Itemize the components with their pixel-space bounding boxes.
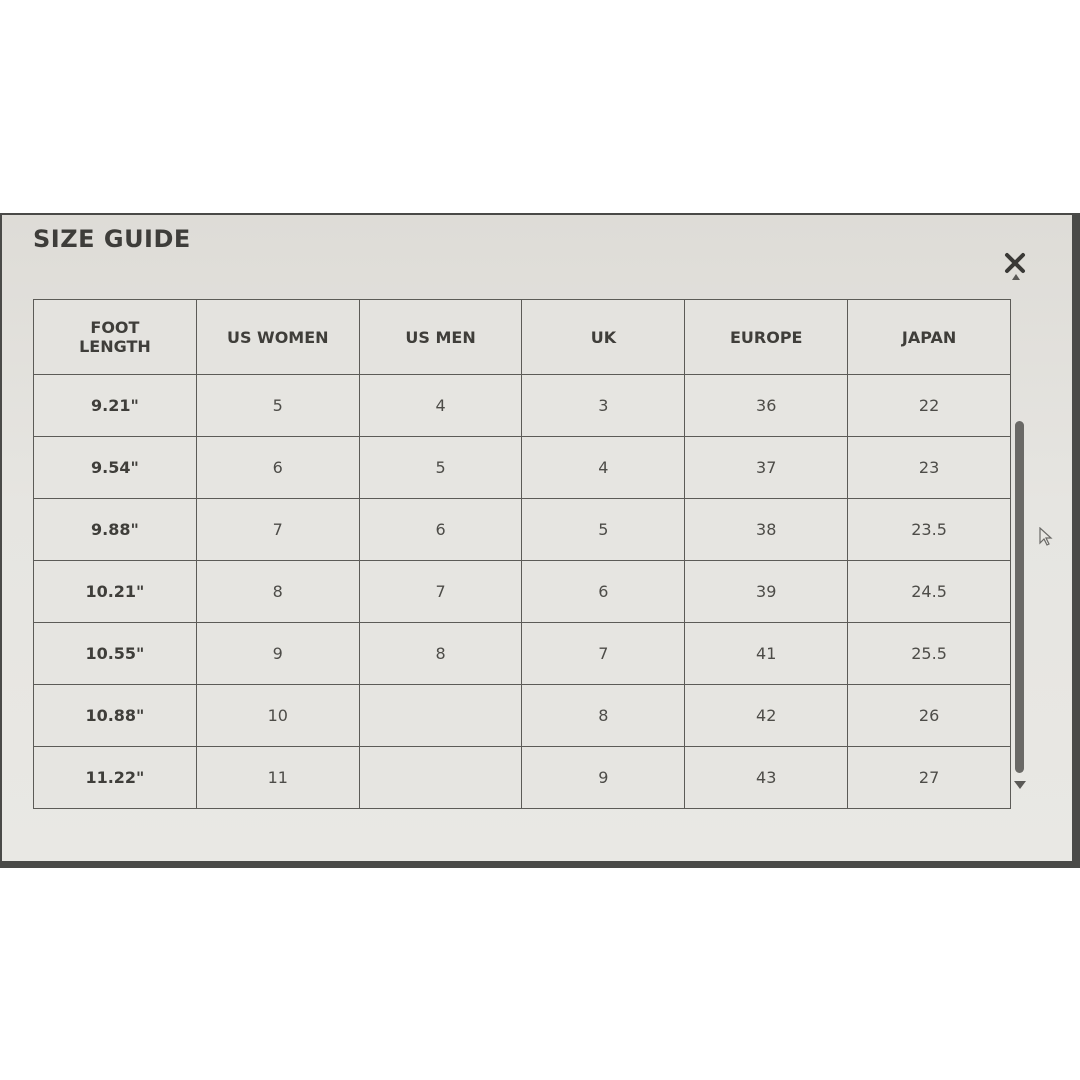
header-japan: JAPAN <box>848 300 1011 375</box>
cell-us-women: 7 <box>196 499 359 561</box>
cell-foot-length: 9.21" <box>34 375 197 437</box>
modal-title: SIZE GUIDE <box>33 225 191 253</box>
cell-foot-length: 11.22" <box>34 747 197 809</box>
cell-uk: 6 <box>522 561 685 623</box>
cell-japan: 22 <box>848 375 1011 437</box>
header-europe: EUROPE <box>685 300 848 375</box>
cell-europe: 39 <box>685 561 848 623</box>
cell-uk: 7 <box>522 623 685 685</box>
cell-foot-length: 10.21" <box>34 561 197 623</box>
cell-foot-length: 10.55" <box>34 623 197 685</box>
cell-europe: 37 <box>685 437 848 499</box>
header-uk: UK <box>522 300 685 375</box>
cell-us-women: 9 <box>196 623 359 685</box>
table-row <box>34 747 1011 809</box>
cell-us-women: 8 <box>196 561 359 623</box>
cell-japan: 23.5 <box>848 499 1011 561</box>
size-table <box>33 299 1011 809</box>
cell-japan: 24.5 <box>848 561 1011 623</box>
cell-us-women: 5 <box>196 375 359 437</box>
scrollbar-thumb[interactable] <box>1015 421 1024 773</box>
table-row <box>34 623 1011 685</box>
cell-us-women: 11 <box>196 747 359 809</box>
cell-us-men: 6 <box>359 499 522 561</box>
cell-us-men: 4 <box>359 375 522 437</box>
size-table-container[interactable] <box>33 299 1011 811</box>
table-row <box>34 499 1011 561</box>
cell-japan: 26 <box>848 685 1011 747</box>
mouse-pointer-icon <box>1038 527 1054 547</box>
close-x-icon <box>1002 251 1030 281</box>
cell-japan: 27 <box>848 747 1011 809</box>
cell-europe: 38 <box>685 499 848 561</box>
table-row <box>34 375 1011 437</box>
cell-uk: 9 <box>522 747 685 809</box>
cell-japan: 25.5 <box>848 623 1011 685</box>
header-us-men: US MEN <box>359 300 522 375</box>
scroll-down-arrow-icon[interactable] <box>1014 781 1026 789</box>
close-button[interactable] <box>1002 251 1030 281</box>
cell-europe: 41 <box>685 623 848 685</box>
cell-europe: 42 <box>685 685 848 747</box>
cell-japan: 23 <box>848 437 1011 499</box>
header-foot-length: FOOT LENGTH <box>34 300 197 375</box>
cell-uk: 8 <box>522 685 685 747</box>
table-header-row <box>34 300 1011 375</box>
cell-us-men: 8 <box>359 623 522 685</box>
size-guide-modal <box>2 215 1072 861</box>
cell-foot-length: 9.88" <box>34 499 197 561</box>
table-row <box>34 561 1011 623</box>
cell-uk: 4 <box>522 437 685 499</box>
cell-us-men <box>359 747 522 809</box>
table-row <box>34 437 1011 499</box>
cell-us-women: 10 <box>196 685 359 747</box>
cell-europe: 36 <box>685 375 848 437</box>
cell-uk: 3 <box>522 375 685 437</box>
cell-us-women: 6 <box>196 437 359 499</box>
cell-us-men <box>359 685 522 747</box>
cell-europe: 43 <box>685 747 848 809</box>
cell-us-men: 5 <box>359 437 522 499</box>
cell-foot-length: 10.88" <box>34 685 197 747</box>
cell-foot-length: 9.54" <box>34 437 197 499</box>
table-row <box>34 685 1011 747</box>
header-us-women: US WOMEN <box>196 300 359 375</box>
cell-us-men: 7 <box>359 561 522 623</box>
cell-uk: 5 <box>522 499 685 561</box>
photo-frame <box>0 213 1080 868</box>
